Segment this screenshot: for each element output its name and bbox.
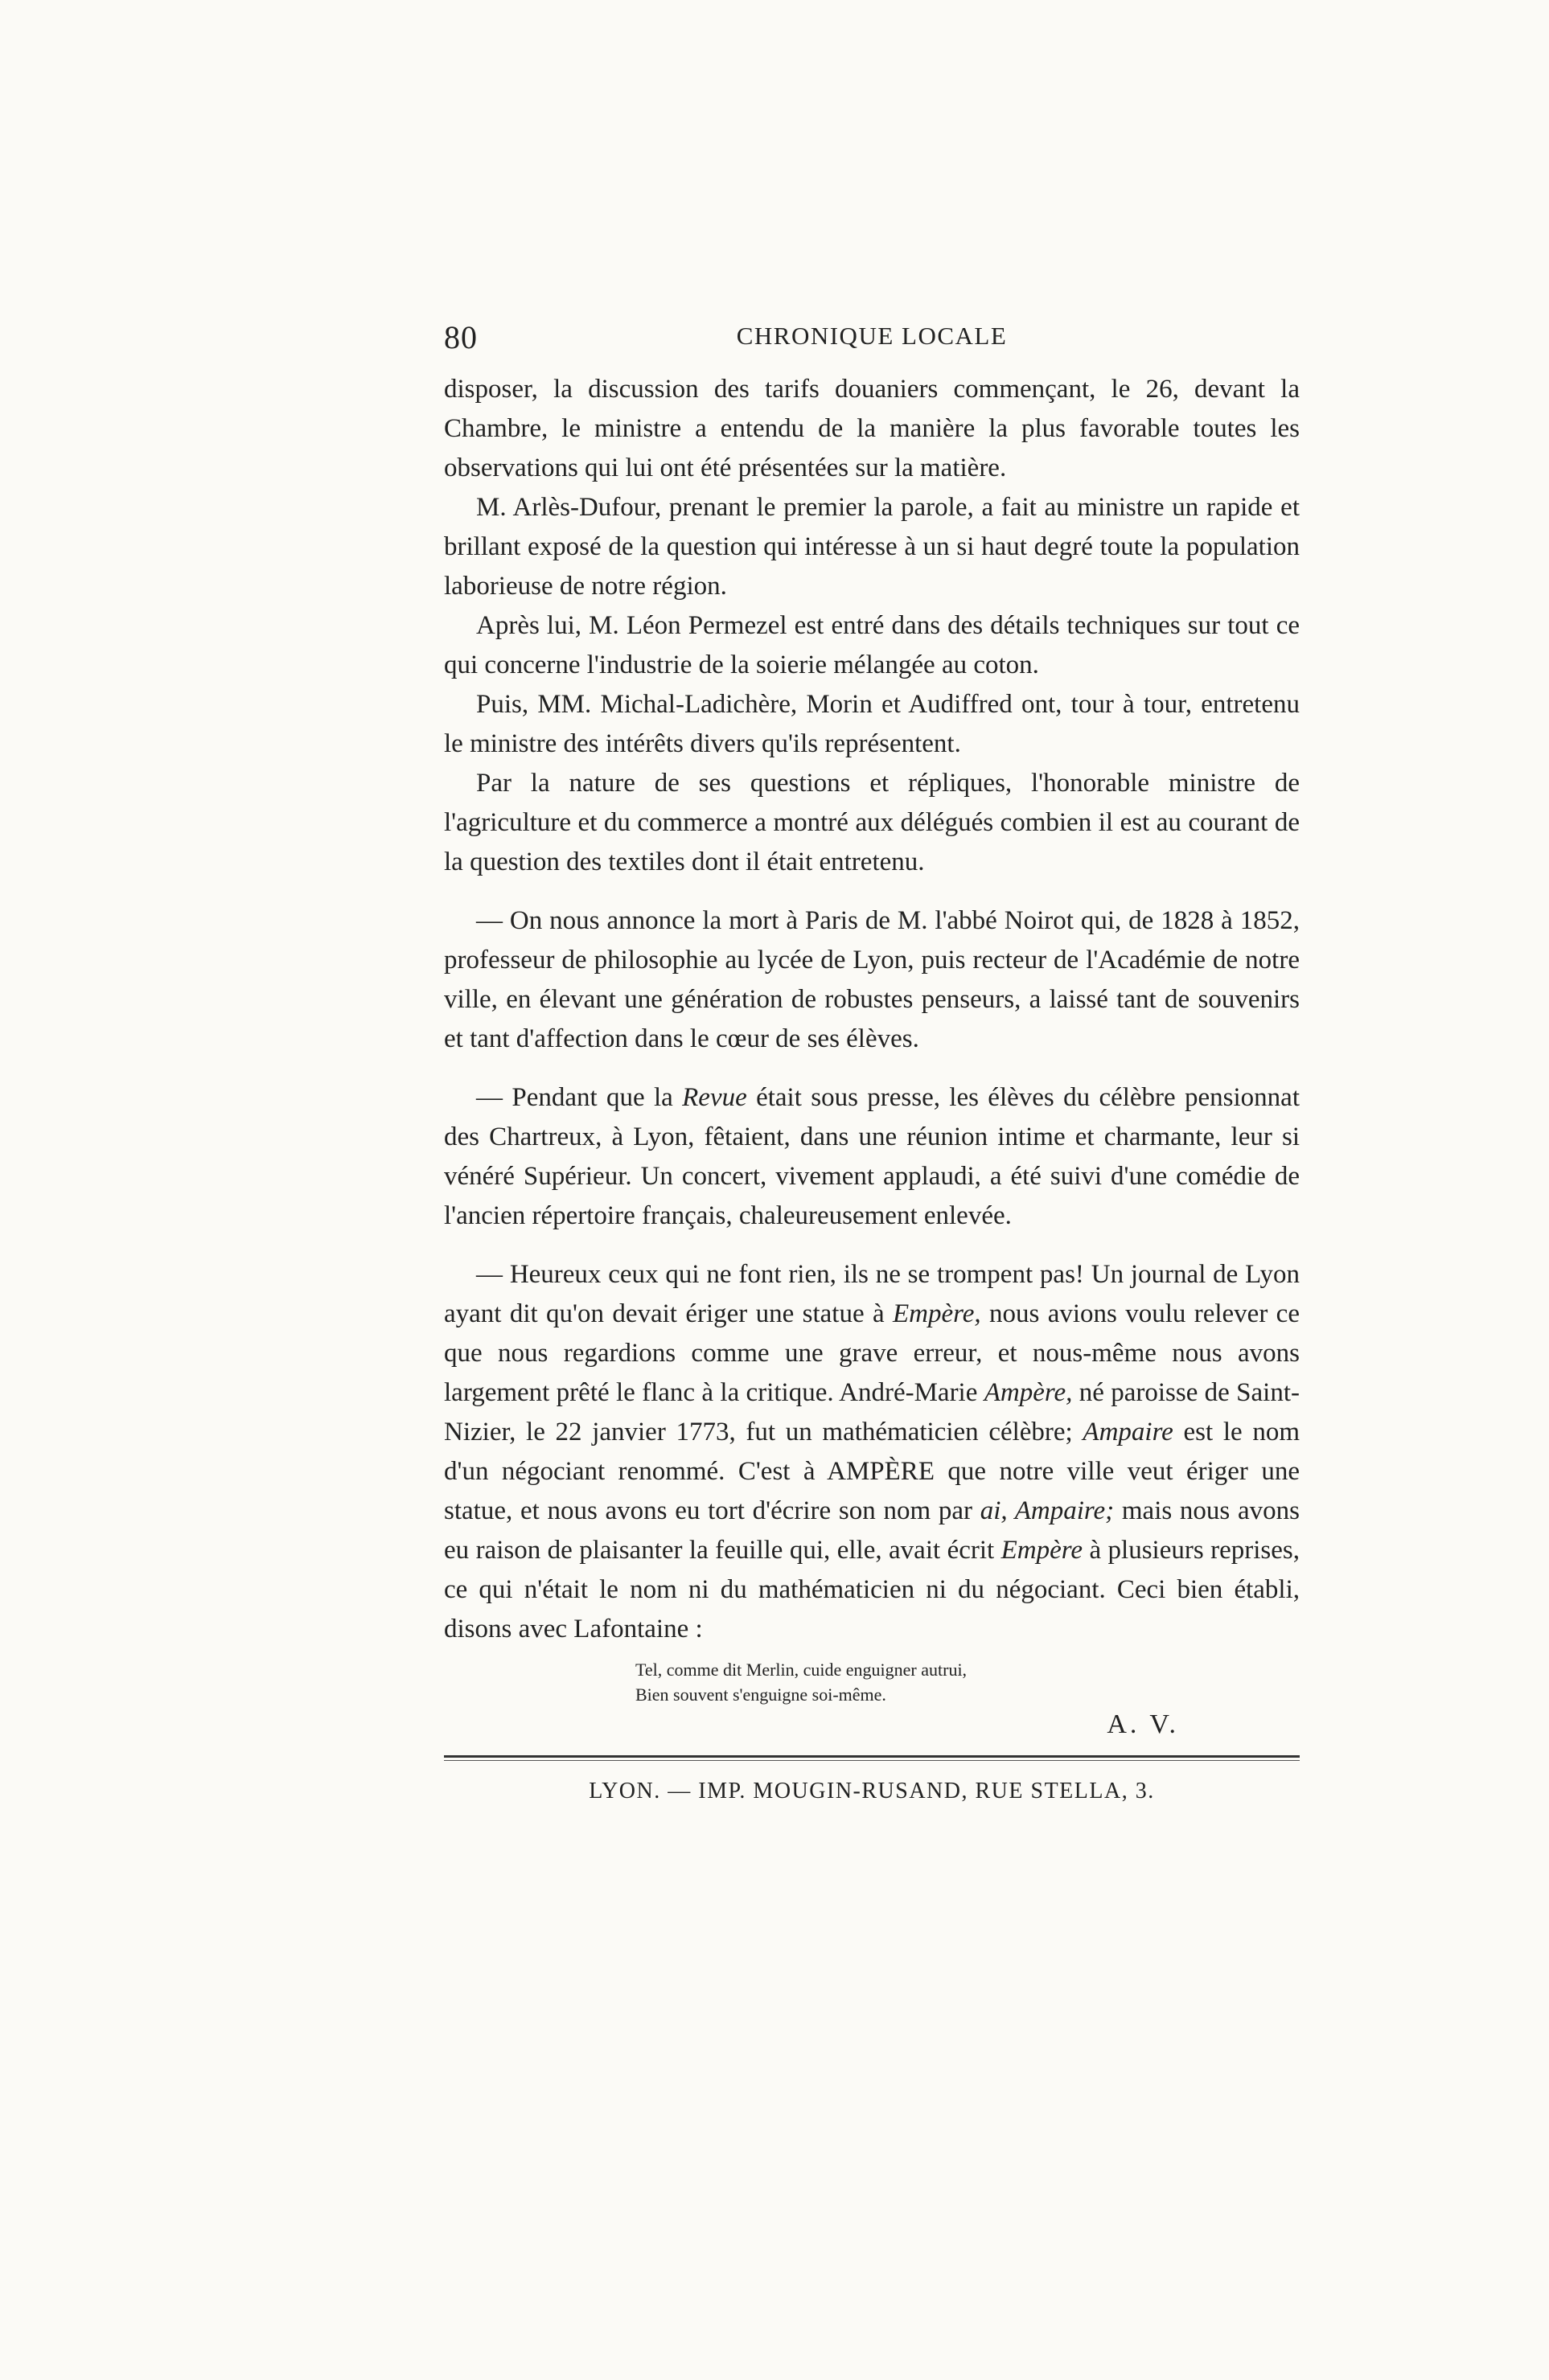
running-head (444, 318, 1300, 359)
verse-line: Tel, comme dit Merlin, cuide enguigner autrui, (635, 1660, 968, 1680)
italic-name: Empère (1000, 1536, 1083, 1565)
text-run: est le nom d'un négociant renommé. C'est à AMPÈRE que notre ville veut ériger une statue, et nous avons eu tort d'écrire son nom par (444, 1418, 1300, 1525)
text-run: nous avions voulu relever ce que nous regardions comme une grave erreur, et nous-même nous avons largement prêté le flanc à la critique. André-Marie (444, 1299, 1300, 1407)
page-number: 80 (444, 319, 478, 355)
paragraph-arles-dufour: M. Arlès-Dufour, prenant le premier la parole, a fait au ministre un rapide et brillant exposé de la question qui intéresse à un si haut degré toute la population laborieuse de notre région. (444, 493, 1300, 601)
italic-title: Revue (682, 1083, 747, 1112)
verse-quote (635, 1657, 1300, 1707)
signature: A. V. (1107, 1709, 1179, 1739)
paragraph-minister: Par la nature de ses questions et répliques, l'honorable ministre de l'agriculture et du commerce a montré aux délégués combien il est au courant de la question des textiles dont il était entretenu. (444, 769, 1300, 876)
running-title: CHRONIQUE LOCALE (736, 322, 1008, 350)
paragraph-ampere (444, 1255, 1300, 1649)
text-run: mais nous avons eu raison de plaisanter la feuille qui, elle, avait écrit (444, 1496, 1300, 1565)
italic-name: Ampère, (984, 1378, 1073, 1407)
italic-name: ai, Ampaire; (980, 1496, 1115, 1525)
text-run: était sous presse, les élèves du célèbre pensionnat des Chartreux, à Lyon, fêtaient, dans une réunion intime et charmante, leur si vénéré Supérieur. Un concert, vivement applaudi, a été suivi d'une comédie de l'ancien répertoire français, chaleureusement enlevée. (444, 1083, 1300, 1230)
paragraph-chartreux (444, 1078, 1300, 1236)
text-run: — Heureux ceux qui ne font rien, ils ne se trompent pas! Un journal de Lyon ayant dit qu'on devait ériger une statue à (444, 1260, 1300, 1328)
text-run: à plusieurs reprises, ce qui n'était le nom ni du mathématicien ni du négociant. Ceci bien établi, disons avec Lafontaine : (444, 1536, 1300, 1643)
footer-rule (444, 1755, 1300, 1758)
book-page (444, 318, 1300, 1804)
article-body (444, 370, 1300, 1649)
text-run: — Pendant que la (476, 1083, 683, 1112)
text-run: né paroisse de Saint-Nizier, le 22 janvier 1773, fut un mathématicien célèbre; (444, 1378, 1300, 1446)
italic-name: Empère, (892, 1299, 981, 1328)
italic-name: Ampaire (1083, 1418, 1173, 1446)
paragraph-permezel: Après lui, M. Léon Permezel est entré dans des détails techniques sur tout ce qui concerne l'industrie de la soierie mélangée au coton. (444, 611, 1300, 679)
paragraph-tariffs: disposer, la discussion des tarifs douaniers commençant, le 26, devant la Chambre, le ministre a entendu de la manière la plus favorable toutes les observations qui lui ont été présentées sur la matière. (444, 375, 1300, 482)
footer-rule-thin (444, 1760, 1300, 1761)
verse-line: Bien souvent s'enguigne soi-même. (635, 1684, 886, 1705)
printer-imprint: LYON. — IMP. MOUGIN-RUSAND, RUE STELLA, 3. (589, 1779, 1155, 1803)
paragraph-noirot: — On nous annonce la mort à Paris de M. l'abbé Noirot qui, de 1828 à 1852, professeur de philosophie au lycée de Lyon, puis recteur de l'Académie de notre ville, en élevant une génération de robustes penseurs, a laissé tant de souvenirs et tant d'affection dans le cœur de ses élèves. (444, 906, 1300, 1053)
paragraph-delegates: Puis, MM. Michal-Ladichère, Morin et Audiffred ont, tour à tour, entretenu le ministre des intérêts divers qu'ils représentent. (444, 690, 1300, 758)
